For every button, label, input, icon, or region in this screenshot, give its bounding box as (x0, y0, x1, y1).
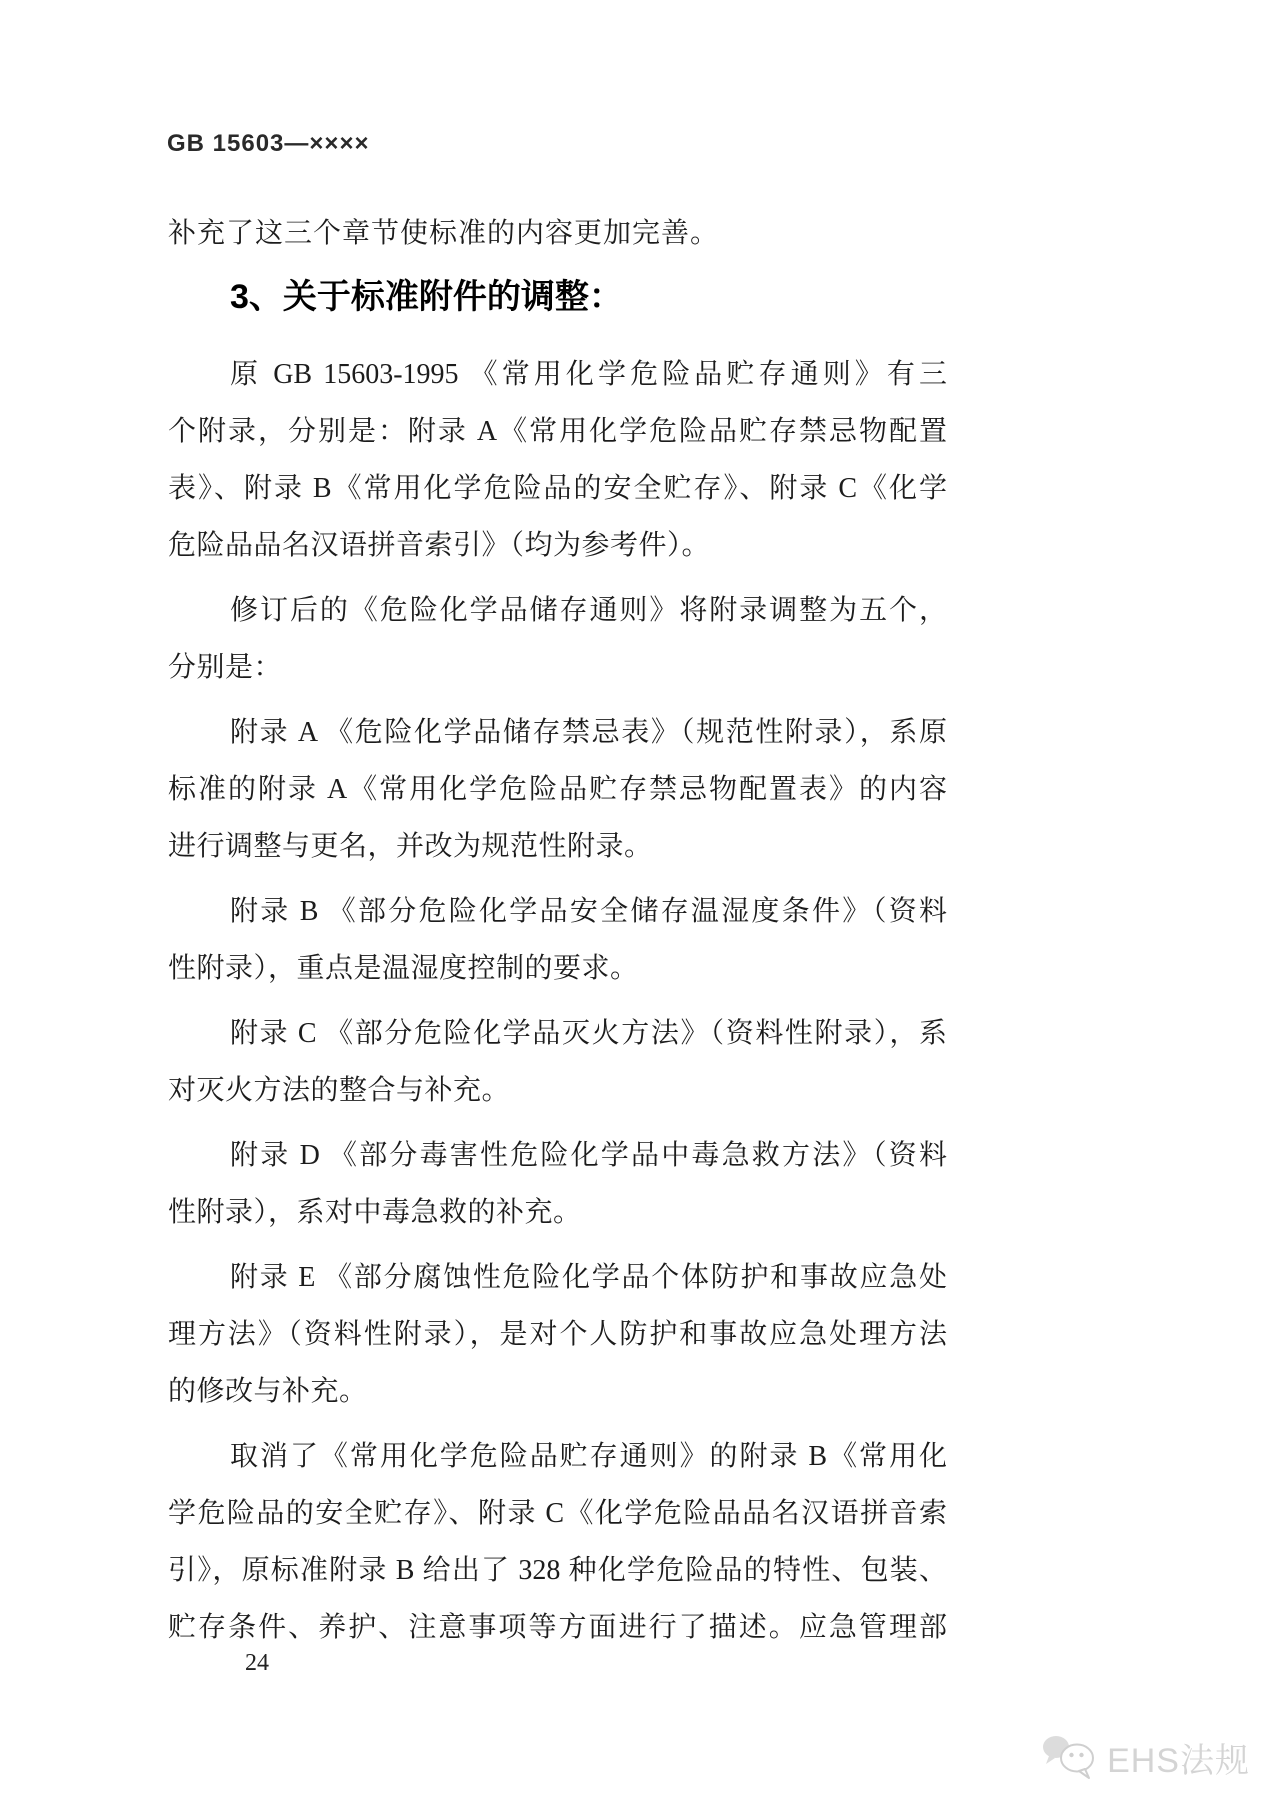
paragraph (168, 582, 947, 696)
body-line: 补充了这三个章节使标准的内容更加完善。 (168, 218, 720, 249)
body-line: 性附录），重点是温湿度控制的要求。 (168, 953, 639, 984)
paragraph (168, 1127, 947, 1241)
body-line: 个附录，分别是：附录 A《常用化学危险品贮存禁忌物配置 (168, 416, 947, 447)
document-body (168, 205, 947, 1664)
paragraph (168, 883, 947, 997)
body-line: 附录 A 《危险化学品储存禁忌表》（规范性附录），系原 (230, 717, 947, 748)
body-line: 分别是： (168, 652, 283, 683)
body-line: 性附录），系对中毒急救的补充。 (168, 1197, 582, 1228)
body-line: 表》、附录 B《常用化学危险品的安全贮存》、附录 C《化学 (168, 473, 947, 504)
body-paragraphs (168, 346, 947, 1656)
page-number: 24 (245, 1650, 269, 1676)
body-line: 附录 C 《部分危险化学品灭火方法》（资料性附录），系 (230, 1018, 947, 1049)
body-line: 贮存条件、养护、注意事项等方面进行了描述。应急管理部 (168, 1612, 947, 1643)
wechat-icon (1039, 1732, 1101, 1782)
doc-code-header: GB 15603—×××× (167, 130, 370, 157)
section-heading: 3、关于标准附件的调整： (230, 278, 623, 316)
watermark-label: EHS法规 (1107, 1741, 1250, 1780)
body-line: 附录 B 《部分危险化学品安全储存温湿度条件》（资料 (230, 896, 947, 927)
body-line: 取消了《常用化学危险品贮存通则》的附录 B《常用化 (230, 1441, 947, 1472)
body-line: 学危险品的安全贮存》、附录 C《化学危险品品名汉语拼音索 (168, 1498, 947, 1529)
paragraph (168, 1249, 947, 1420)
body-line: 标准的附录 A《常用化学危险品贮存禁忌物配置表》的内容 (168, 774, 947, 805)
body-line: 理方法》（资料性附录），是对个人防护和事故应急处理方法 (168, 1319, 947, 1350)
paragraph (168, 346, 947, 574)
paragraph (168, 1005, 947, 1119)
body-line: 危险品品名汉语拼音索引》（均为参考件）。 (168, 530, 711, 561)
body-line: 的修改与补充。 (168, 1376, 368, 1407)
body-line: 附录 E 《部分腐蚀性危险化学品个体防护和事故应急处 (230, 1262, 947, 1293)
body-line: 修订后的《危险化学品储存通则》将附录调整为五个， (230, 595, 947, 626)
body-line: 引》，原标准附录 B 给出了 328 种化学危险品的特性、包装、 (168, 1555, 947, 1586)
body-line: 原 GB 15603-1995 《常用化学危险品贮存通则》有三 (230, 359, 947, 390)
paragraph (168, 1428, 947, 1656)
body-line: 附录 D 《部分毒害性危险化学品中毒急救方法》（资料 (230, 1140, 947, 1171)
watermark (1039, 1732, 1250, 1782)
body-line: 进行调整与更名，并改为规范性附录。 (168, 831, 653, 862)
paragraph (168, 704, 947, 875)
body-line: 对灭火方法的整合与补充。 (168, 1075, 511, 1106)
